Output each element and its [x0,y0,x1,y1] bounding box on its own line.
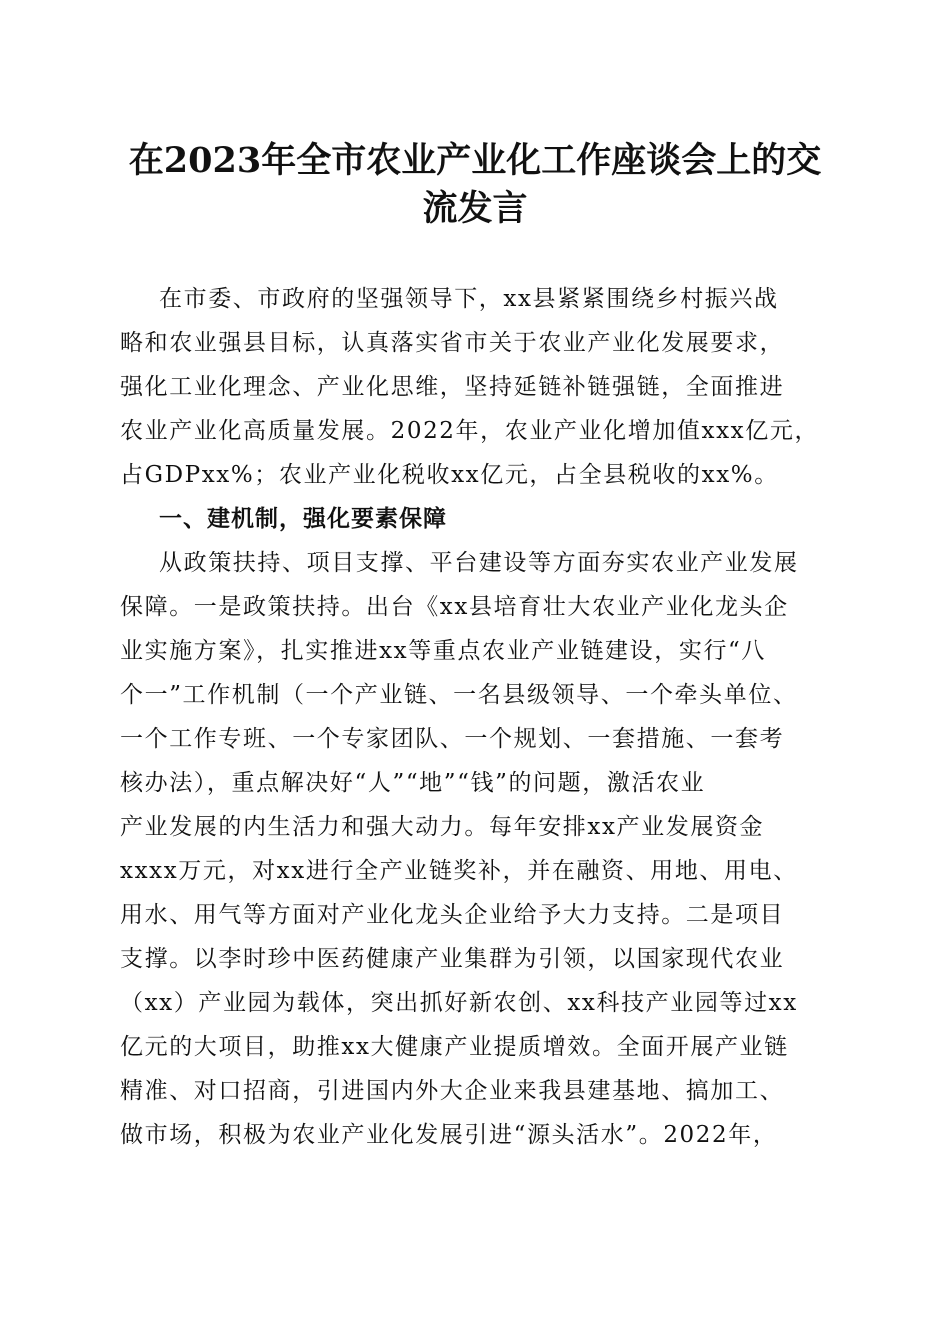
section-paragraph-line: xxxx万元，对xx进行全产业链奖补，并在融资、用地、用电、 [120,858,798,884]
section-paragraph-line: 核办法），重点解决好“人”“地”“钱”的问题，激活农业 [120,770,706,796]
document-title-line-1: 在2023年全市农业产业化工作座谈会上的交 [128,140,822,181]
section-paragraph-line: （xx）产业园为载体，突出抓好新农创、xx科技产业园等过xx [120,990,798,1016]
section-paragraph-line: 一个工作专班、一个专家团队、一个规划、一套措施、一套考 [120,726,785,752]
intro-paragraph-line: 在市委、市政府的坚强领导下，xx县紧紧围绕乡村振兴战 [159,286,779,312]
section-heading: 一、建机制，强化要素保障 [159,506,447,532]
intro-paragraph-line: 强化工业化理念、产业化思维，坚持延链补链强链，全面推进 [120,374,785,400]
section-paragraph-line: 从政策扶持、项目支撑、平台建设等方面夯实农业产业发展 [159,550,799,576]
section-paragraph-line: 保障。一是政策扶持。出台《xx县培育壮大农业产业化龙头企 [120,594,789,620]
section-paragraph-line: 个一”工作机制（一个产业链、一名县级领导、一个牵头单位、 [120,682,798,708]
intro-paragraph-line: 农业产业化高质量发展。2022年，农业产业化增加值xxx亿元， [120,418,820,444]
intro-paragraph-line: 占GDPxx%；农业产业化税收xx亿元，占全县税收的xx%。 [120,462,779,488]
intro-paragraph-line: 略和农业强县目标，认真落实省市关于农业产业化发展要求， [120,330,785,356]
section-paragraph-line: 精准、对口招商，引进国内外大企业来我县建基地、搞加工、 [120,1078,785,1104]
section-paragraph-line: 做市场，积极为农业产业化发展引进“源头活水”。2022年， [120,1122,778,1148]
section-paragraph-line: 业实施方案》，扎实推进xx等重点农业产业链建设，实行“八 [120,638,767,664]
section-paragraph-line: 支撑。以李时珍中医药健康产业集群为引领，以国家现代农业 [120,946,785,972]
section-paragraph-line: 亿元的大项目，助推xx大健康产业提质增效。全面开展产业链 [120,1034,789,1060]
section-paragraph-line: 用水、用气等方面对产业化龙头企业给予大力支持。二是项目 [120,902,785,928]
section-paragraph-line: 产业发展的内生活力和强大动力。每年安排xx产业发展资金 [120,814,765,840]
document-title-line-2: 流发言 [422,188,528,229]
